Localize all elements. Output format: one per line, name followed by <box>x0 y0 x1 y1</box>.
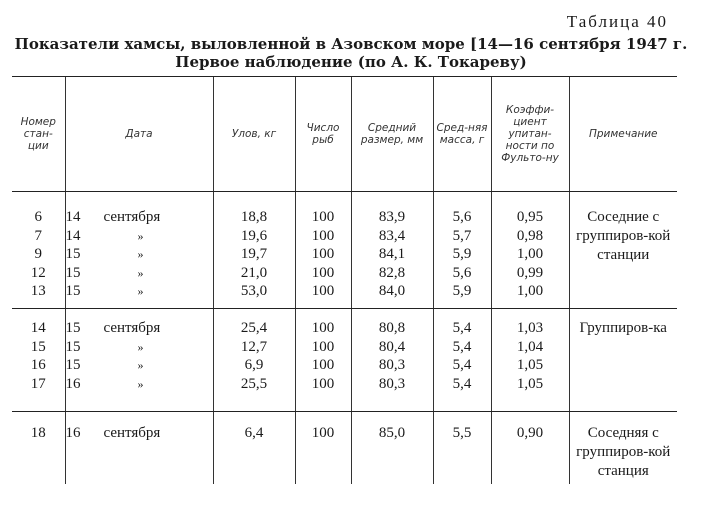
cell-catch <box>213 412 295 485</box>
cell-size <box>351 412 433 485</box>
cell-coef <box>491 309 569 412</box>
catch-value: 19,6 <box>240 227 268 244</box>
date-month: сентября <box>103 320 161 336</box>
header-avg-size: Средний размер, мм <box>351 77 433 192</box>
date-day: 16 <box>65 375 81 392</box>
station-value: 14 <box>30 320 46 336</box>
catch-value: 6,9 <box>244 357 264 373</box>
cell-station <box>12 309 65 412</box>
mass-value: 5,9 <box>452 283 472 299</box>
header-note: Примечание <box>569 77 677 192</box>
header-station: Номер стан-ции <box>12 77 65 192</box>
cell-mass <box>433 309 491 412</box>
cell-mass <box>433 412 491 485</box>
header-row <box>12 77 677 192</box>
station-value: 9 <box>34 246 42 262</box>
table-title-line2: Первое наблюдение (по А. К. Токареву) <box>175 53 527 71</box>
mass-value: 5,6 <box>452 209 472 225</box>
fish-value: 100 <box>311 320 335 336</box>
coef-value: 0,98 <box>516 227 544 244</box>
station-value: 12 <box>30 264 46 281</box>
coef-value: 0,90 <box>516 425 544 441</box>
cell-size <box>351 309 433 412</box>
date-day: 15 <box>65 264 81 281</box>
size-value: 80,3 <box>378 357 406 373</box>
date-day: 15 <box>65 246 81 262</box>
coef-value: 1,05 <box>516 375 544 392</box>
note-text: Соседние с группиров-кой станции <box>576 209 671 263</box>
size-value: 80,3 <box>378 375 406 392</box>
cell-coef <box>491 192 569 309</box>
catch-value: 19,7 <box>240 246 268 262</box>
date-value <box>66 375 213 394</box>
coef-value: 1,04 <box>516 338 544 355</box>
station-value: 6 <box>34 209 42 225</box>
date-value <box>66 338 213 357</box>
size-value: 80,4 <box>378 338 406 355</box>
station-value: 18 <box>30 425 46 441</box>
size-value: 83,9 <box>378 209 406 225</box>
coef-value: 1,00 <box>516 283 544 299</box>
table-number-label: Таблица 40 <box>566 12 668 31</box>
mass-value: 5,5 <box>452 425 472 441</box>
date-day: 14 <box>65 209 81 225</box>
station-value: 15 <box>30 338 46 355</box>
mass-value: 5,4 <box>452 338 472 355</box>
mass-value: 5,7 <box>452 227 472 244</box>
cell-note <box>569 309 677 412</box>
date-value <box>66 319 213 338</box>
coef-value: 1,00 <box>516 246 544 262</box>
fish-value: 100 <box>311 264 335 281</box>
date-value <box>66 264 213 283</box>
catch-value: 53,0 <box>240 283 268 299</box>
fish-value: 100 <box>311 338 335 355</box>
cell-station <box>12 192 65 309</box>
mass-value: 5,6 <box>452 264 472 281</box>
date-day: 15 <box>65 320 81 336</box>
date-value <box>66 245 213 264</box>
coef-value: 1,05 <box>516 357 544 373</box>
cell-note <box>569 192 677 309</box>
fish-value: 100 <box>311 425 335 441</box>
mass-value: 5,4 <box>452 320 472 336</box>
cell-date <box>65 412 213 485</box>
header-avg-mass: Сред-няя масса, г <box>433 77 491 192</box>
date-value <box>66 282 213 301</box>
table-row-group <box>12 192 677 309</box>
catch-value: 12,7 <box>240 338 268 355</box>
date-day: 15 <box>65 338 81 355</box>
fish-value: 100 <box>311 357 335 373</box>
date-value <box>66 356 213 375</box>
table-row-group <box>12 309 677 412</box>
catch-value: 6,4 <box>244 425 264 441</box>
catch-value: 25,5 <box>240 375 268 392</box>
cell-mass <box>433 192 491 309</box>
date-month: » <box>137 265 144 280</box>
size-value: 85,0 <box>378 425 406 441</box>
coef-value: 0,95 <box>516 209 544 225</box>
cell-fish <box>295 192 351 309</box>
size-value: 82,8 <box>378 264 406 281</box>
mass-value: 5,4 <box>452 357 472 373</box>
coef-value: 1,03 <box>516 320 544 336</box>
mass-value: 5,4 <box>452 375 472 392</box>
date-month: » <box>137 358 144 372</box>
catch-value: 25,4 <box>240 320 268 336</box>
date-month: » <box>137 228 144 243</box>
cell-size <box>351 192 433 309</box>
date-month: сентября <box>103 209 161 225</box>
note-text: Группиров-ка <box>579 320 667 336</box>
date-month: » <box>137 247 144 261</box>
date-day: 16 <box>65 425 81 441</box>
header-fish-count: Число рыб <box>295 77 351 192</box>
cell-date <box>65 192 213 309</box>
fish-value: 100 <box>311 375 335 392</box>
fish-value: 100 <box>311 283 335 299</box>
date-day: 15 <box>65 283 81 299</box>
fish-value: 100 <box>311 246 335 262</box>
header-catch: Улов, кг <box>213 77 295 192</box>
station-value: 13 <box>30 283 46 299</box>
fish-value: 100 <box>311 209 335 225</box>
fish-value: 100 <box>311 227 335 244</box>
size-value: 84,0 <box>378 283 406 299</box>
date-month: » <box>137 339 144 354</box>
date-value <box>66 208 213 227</box>
date-month: сентября <box>103 425 161 441</box>
table-row-group <box>12 412 677 485</box>
catch-value: 18,8 <box>240 209 268 225</box>
station-value: 17 <box>30 375 46 392</box>
header-date: Дата <box>65 77 213 192</box>
date-day: 15 <box>65 357 81 373</box>
size-value: 83,4 <box>378 227 406 244</box>
anchovy-data-table <box>12 76 677 484</box>
date-value <box>66 424 213 443</box>
cell-coef <box>491 412 569 485</box>
cell-station <box>12 412 65 485</box>
mass-value: 5,9 <box>452 246 472 262</box>
table-title-line1: Показатели хамсы, выловленной в Азовском море [14—16 сентября 1947 г. <box>14 35 688 53</box>
date-day: 14 <box>65 227 81 244</box>
date-value <box>66 227 213 246</box>
size-value: 80,8 <box>378 320 406 336</box>
station-value: 16 <box>30 357 46 373</box>
date-month: » <box>137 376 144 391</box>
header-coefficient: Коэффи-циент упитан-ности по Фульто-ну <box>491 77 569 192</box>
date-month: » <box>137 284 144 298</box>
cell-fish <box>295 412 351 485</box>
cell-fish <box>295 309 351 412</box>
cell-note <box>569 412 677 485</box>
coef-value: 0,99 <box>516 264 544 281</box>
cell-date <box>65 309 213 412</box>
note-text: Соседняя с группиров-кой станция <box>576 425 671 479</box>
size-value: 84,1 <box>378 246 406 262</box>
catch-value: 21,0 <box>240 264 268 281</box>
station-value: 7 <box>34 227 42 244</box>
cell-catch <box>213 309 295 412</box>
cell-catch <box>213 192 295 309</box>
